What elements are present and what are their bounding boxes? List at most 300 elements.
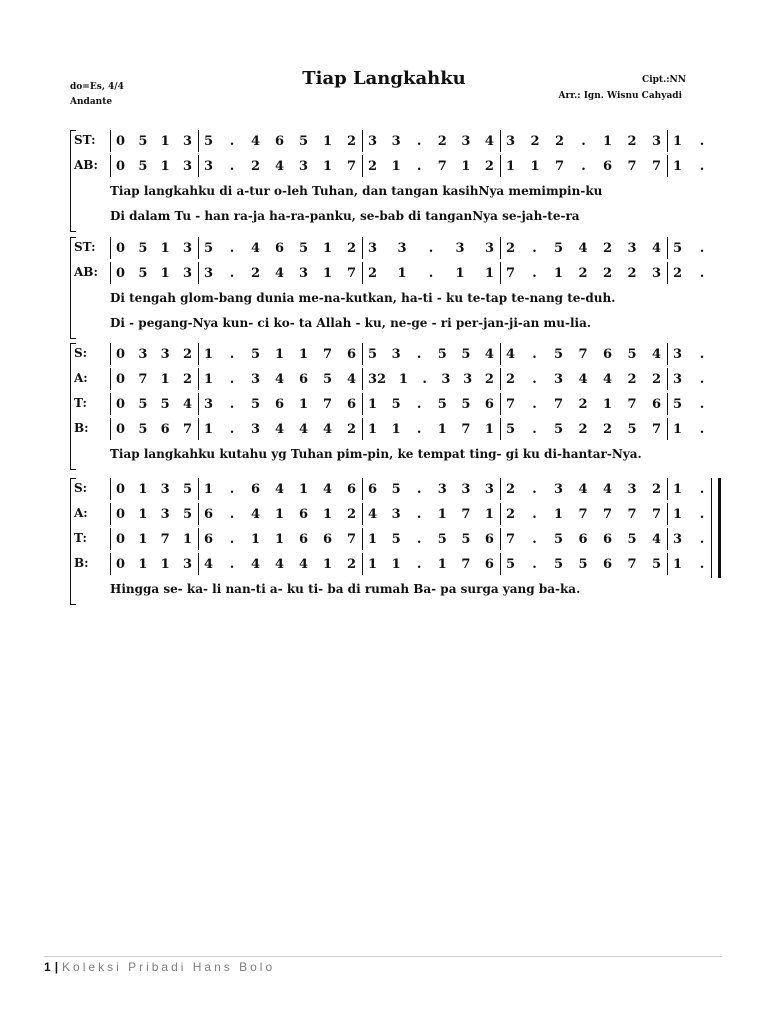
note: 7 <box>138 371 148 387</box>
key-signature: do=Es, 4/4 <box>70 82 124 92</box>
voice-row <box>0 237 768 259</box>
note: 1 <box>322 265 332 281</box>
measure <box>362 393 500 415</box>
note: . <box>416 481 422 497</box>
note: 3 <box>463 371 473 387</box>
note: 3 <box>627 481 637 497</box>
note: 7 <box>651 158 661 174</box>
note: 2 <box>182 346 192 362</box>
note: 1 <box>182 531 192 547</box>
note: . <box>416 346 422 362</box>
note: . <box>699 396 705 412</box>
note: 2 <box>602 265 612 281</box>
note: 6 <box>298 371 308 387</box>
note: 7 <box>627 506 637 522</box>
note: 7 <box>346 531 356 547</box>
note: 2 <box>346 506 356 522</box>
note: 1 <box>322 506 332 522</box>
lyric-line <box>0 291 768 309</box>
note: 6 <box>484 556 494 572</box>
note: . <box>581 158 586 174</box>
measure <box>667 130 715 152</box>
note: 1 <box>553 265 563 281</box>
note: 5 <box>461 346 471 362</box>
note: 5 <box>322 371 332 387</box>
note: 2 <box>651 481 661 497</box>
measure <box>362 528 500 550</box>
note: 4 <box>651 240 661 256</box>
note: 1 <box>204 481 214 497</box>
voice-row <box>0 528 768 550</box>
note: 0 <box>116 506 126 522</box>
note: 1 <box>138 531 148 547</box>
note: 6 <box>298 531 308 547</box>
note: 2 <box>602 240 612 256</box>
note: 2 <box>250 265 260 281</box>
measure <box>500 503 667 525</box>
note: 3 <box>138 346 148 362</box>
note: 4 <box>506 346 516 362</box>
note: 6 <box>250 481 260 497</box>
measure <box>198 343 362 365</box>
measure <box>362 237 500 259</box>
note: 0 <box>116 396 126 412</box>
note: 2 <box>484 371 494 387</box>
note: . <box>532 531 537 547</box>
note: 6 <box>602 556 612 572</box>
lyric-text: Di - pegang-Nya kun- ci ko- ta Allah - ku, ne-ge - ri per-jan-ji-an mu-lia. <box>110 316 592 330</box>
note: 5 <box>182 506 192 522</box>
measure <box>362 418 500 440</box>
measure <box>110 553 198 575</box>
measure <box>198 262 362 284</box>
measure <box>198 503 362 525</box>
measure <box>667 478 715 500</box>
voice-row <box>0 478 768 500</box>
note: 7 <box>461 556 471 572</box>
note: 32 <box>368 371 387 387</box>
note: 2 <box>368 265 378 281</box>
note: 0 <box>116 481 126 497</box>
note: 4 <box>274 371 284 387</box>
measure <box>362 343 500 365</box>
note: 1 <box>204 421 214 437</box>
note: 1 <box>160 371 170 387</box>
note: 5 <box>553 421 563 437</box>
note: 1 <box>250 531 260 547</box>
note: 3 <box>204 265 214 281</box>
voice-row <box>0 418 768 440</box>
note: 1 <box>391 158 401 174</box>
note: 0 <box>116 265 126 281</box>
note: . <box>532 396 537 412</box>
footer-divider <box>44 956 722 957</box>
measure <box>667 418 715 440</box>
note: 1 <box>397 265 407 281</box>
note: 5 <box>250 396 260 412</box>
note: 3 <box>160 506 170 522</box>
note: 6 <box>578 531 588 547</box>
note: . <box>699 265 705 281</box>
note: . <box>532 371 537 387</box>
note: 4 <box>602 481 612 497</box>
note: . <box>416 158 422 174</box>
note: 5 <box>182 481 192 497</box>
note: 5 <box>391 396 401 412</box>
note: 2 <box>578 421 588 437</box>
measure <box>362 478 500 500</box>
note: 3 <box>182 556 192 572</box>
note: 0 <box>116 556 126 572</box>
score-system <box>0 343 768 472</box>
note: 3 <box>627 240 637 256</box>
note: 2 <box>578 396 588 412</box>
note: . <box>416 133 422 149</box>
note: . <box>699 240 705 256</box>
note: 7 <box>506 531 516 547</box>
measure <box>198 553 362 575</box>
voice-row <box>0 155 768 177</box>
note: 7 <box>651 421 661 437</box>
note: 7 <box>578 506 588 522</box>
note: 1 <box>160 556 170 572</box>
note: 2 <box>530 133 540 149</box>
note: 1 <box>484 421 494 437</box>
note: 2 <box>346 556 356 572</box>
note: 5 <box>461 531 471 547</box>
note: 6 <box>484 396 494 412</box>
final-barline <box>711 478 721 578</box>
measure <box>667 553 715 575</box>
note: 3 <box>441 371 451 387</box>
note: 5 <box>437 346 447 362</box>
note: 5 <box>673 396 683 412</box>
voice-label: A: <box>74 506 88 520</box>
note: 3 <box>673 346 683 362</box>
note: . <box>229 265 235 281</box>
note: . <box>229 158 235 174</box>
tempo-marking: Andante <box>70 97 113 107</box>
note: . <box>699 481 705 497</box>
note: 6 <box>602 158 612 174</box>
note: 7 <box>627 158 637 174</box>
note: 0 <box>116 371 126 387</box>
note: . <box>416 556 422 572</box>
measure <box>500 237 667 259</box>
note: . <box>699 133 705 149</box>
note: . <box>428 265 434 281</box>
voice-row <box>0 130 768 152</box>
note: 7 <box>627 556 637 572</box>
note: 6 <box>204 531 214 547</box>
note: 6 <box>346 481 356 497</box>
note: 1 <box>204 346 214 362</box>
note: 5 <box>553 556 563 572</box>
measure <box>198 393 362 415</box>
note: 3 <box>397 240 407 256</box>
note: 4 <box>651 531 661 547</box>
note: . <box>428 240 434 256</box>
note: 1 <box>484 506 494 522</box>
note: 2 <box>346 240 356 256</box>
note: 6 <box>346 396 356 412</box>
note: 5 <box>553 346 563 362</box>
voice-label: A: <box>74 371 88 385</box>
note: 1 <box>368 556 378 572</box>
note: 5 <box>138 421 148 437</box>
note: 5 <box>160 396 170 412</box>
note: 2 <box>578 265 588 281</box>
note: . <box>229 346 235 362</box>
measure <box>667 368 715 390</box>
note: 4 <box>484 133 494 149</box>
note: 4 <box>274 481 284 497</box>
measure <box>110 237 198 259</box>
measure <box>110 343 198 365</box>
note: 3 <box>506 133 516 149</box>
note: 1 <box>138 506 148 522</box>
measure <box>198 155 362 177</box>
note: 3 <box>182 265 192 281</box>
note: . <box>416 421 422 437</box>
note: 3 <box>250 371 260 387</box>
note: 3 <box>484 240 494 256</box>
note: . <box>229 506 235 522</box>
measure <box>198 130 362 152</box>
note: 5 <box>553 531 563 547</box>
note: 3 <box>160 481 170 497</box>
note: 1 <box>274 346 284 362</box>
note: 3 <box>298 265 308 281</box>
note: 4 <box>274 556 284 572</box>
note: 1 <box>673 158 683 174</box>
note: 1 <box>298 346 308 362</box>
note: 7 <box>160 531 170 547</box>
note: 7 <box>553 396 563 412</box>
note: 1 <box>673 421 683 437</box>
note: 6 <box>274 133 284 149</box>
note: 0 <box>116 158 126 174</box>
note: 0 <box>116 531 126 547</box>
note: . <box>699 371 705 387</box>
note: 3 <box>484 481 494 497</box>
note: 7 <box>182 421 192 437</box>
lyric-text: Tiap langkahku di a-tur o-leh Tuhan, dan tangan kasihNya memimpin-ku <box>110 184 603 198</box>
note: 5 <box>553 240 563 256</box>
lyric-line <box>0 447 768 465</box>
note: 5 <box>138 133 148 149</box>
note: . <box>532 556 537 572</box>
note: 1 <box>322 240 332 256</box>
note: . <box>422 371 427 387</box>
voice-row <box>0 393 768 415</box>
note: 4 <box>368 506 378 522</box>
note: 2 <box>506 481 516 497</box>
voice-label: AB: <box>74 265 98 279</box>
note: 3 <box>461 481 471 497</box>
note: 1 <box>138 556 148 572</box>
note: 3 <box>651 265 661 281</box>
measure <box>500 343 667 365</box>
note: 5 <box>204 240 214 256</box>
measure <box>500 478 667 500</box>
note: 1 <box>437 421 447 437</box>
note: 0 <box>116 421 126 437</box>
measure <box>500 130 667 152</box>
measure <box>110 368 198 390</box>
note: 6 <box>484 531 494 547</box>
note: 6 <box>274 396 284 412</box>
note: 1 <box>673 133 683 149</box>
note: 3 <box>204 396 214 412</box>
note: 1 <box>138 481 148 497</box>
note: 4 <box>651 346 661 362</box>
voice-label: B: <box>74 421 89 435</box>
measure <box>362 262 500 284</box>
note: 1 <box>437 556 447 572</box>
note: 5 <box>506 556 516 572</box>
measure <box>667 155 715 177</box>
note: 2 <box>484 158 494 174</box>
note: 7 <box>322 396 332 412</box>
measure <box>667 262 715 284</box>
note: 5 <box>627 531 637 547</box>
measure <box>110 528 198 550</box>
note: . <box>532 481 537 497</box>
note: 5 <box>437 531 447 547</box>
note: . <box>699 531 705 547</box>
note: 4 <box>322 481 332 497</box>
note: 2 <box>627 371 637 387</box>
voice-label: S: <box>74 346 88 360</box>
note: . <box>229 371 235 387</box>
note: 6 <box>368 481 378 497</box>
measure <box>362 553 500 575</box>
note: 4 <box>274 158 284 174</box>
measure <box>667 237 715 259</box>
note: 7 <box>322 346 332 362</box>
note: 3 <box>298 158 308 174</box>
footer-separator: | <box>54 960 59 974</box>
note: . <box>416 531 422 547</box>
note: 1 <box>160 133 170 149</box>
measure <box>667 503 715 525</box>
note: 5 <box>250 346 260 362</box>
note: . <box>416 506 422 522</box>
note: 1 <box>204 371 214 387</box>
note: 4 <box>298 556 308 572</box>
note: 7 <box>346 158 356 174</box>
note: 3 <box>553 481 563 497</box>
note: 5 <box>437 396 447 412</box>
note: . <box>229 240 235 256</box>
note: 1 <box>274 531 284 547</box>
measure <box>667 343 715 365</box>
note: 3 <box>368 240 378 256</box>
measure <box>198 478 362 500</box>
note: 5 <box>368 346 378 362</box>
note: 5 <box>627 421 637 437</box>
measure <box>362 155 500 177</box>
note: 3 <box>368 133 378 149</box>
note: 1 <box>437 506 447 522</box>
note: 1 <box>391 556 401 572</box>
note: 7 <box>627 396 637 412</box>
collection-label: Koleksi Pribadi Hans Bolo <box>62 960 276 974</box>
lyric-line <box>0 582 768 600</box>
note: 2 <box>602 421 612 437</box>
note: . <box>699 421 705 437</box>
note: 4 <box>578 481 588 497</box>
lyric-line <box>0 209 768 227</box>
voice-label: T: <box>74 531 87 545</box>
measure <box>110 503 198 525</box>
note: 6 <box>322 531 332 547</box>
note: 1 <box>484 265 494 281</box>
note: . <box>416 396 422 412</box>
measure <box>362 368 500 390</box>
note: 1 <box>322 158 332 174</box>
voice-label: ST: <box>74 240 96 254</box>
note: 2 <box>182 371 192 387</box>
note: 1 <box>274 506 284 522</box>
note: 1 <box>160 158 170 174</box>
note: 1 <box>602 396 612 412</box>
note: 3 <box>673 531 683 547</box>
measure <box>198 528 362 550</box>
note: 1 <box>368 531 378 547</box>
note: 5 <box>391 531 401 547</box>
note: . <box>532 265 537 281</box>
measure <box>667 528 715 550</box>
note: 1 <box>368 396 378 412</box>
voice-row <box>0 343 768 365</box>
note: 1 <box>506 158 516 174</box>
note: . <box>532 346 537 362</box>
note: 4 <box>250 556 260 572</box>
note: 3 <box>461 133 471 149</box>
note: . <box>699 346 705 362</box>
note: 2 <box>346 133 356 149</box>
measure <box>110 130 198 152</box>
measure <box>500 528 667 550</box>
note: 4 <box>250 506 260 522</box>
note: . <box>532 421 537 437</box>
note: 1 <box>530 158 540 174</box>
voice-row <box>0 368 768 390</box>
note: . <box>229 133 235 149</box>
voice-label: ST: <box>74 133 96 147</box>
note: . <box>581 133 586 149</box>
score-system <box>0 478 768 607</box>
note: 1 <box>673 556 683 572</box>
note: 5 <box>204 133 214 149</box>
note: 5 <box>673 240 683 256</box>
note: 5 <box>391 481 401 497</box>
measure <box>110 262 198 284</box>
note: 1 <box>298 481 308 497</box>
note: 6 <box>602 346 612 362</box>
measure <box>500 418 667 440</box>
measure <box>110 478 198 500</box>
measure <box>110 155 198 177</box>
measure <box>110 418 198 440</box>
page-number: 1 <box>44 960 51 974</box>
note: 3 <box>553 371 563 387</box>
song-title: Tiap Langkahku <box>302 68 466 89</box>
note: 2 <box>437 133 447 149</box>
voice-row <box>0 503 768 525</box>
